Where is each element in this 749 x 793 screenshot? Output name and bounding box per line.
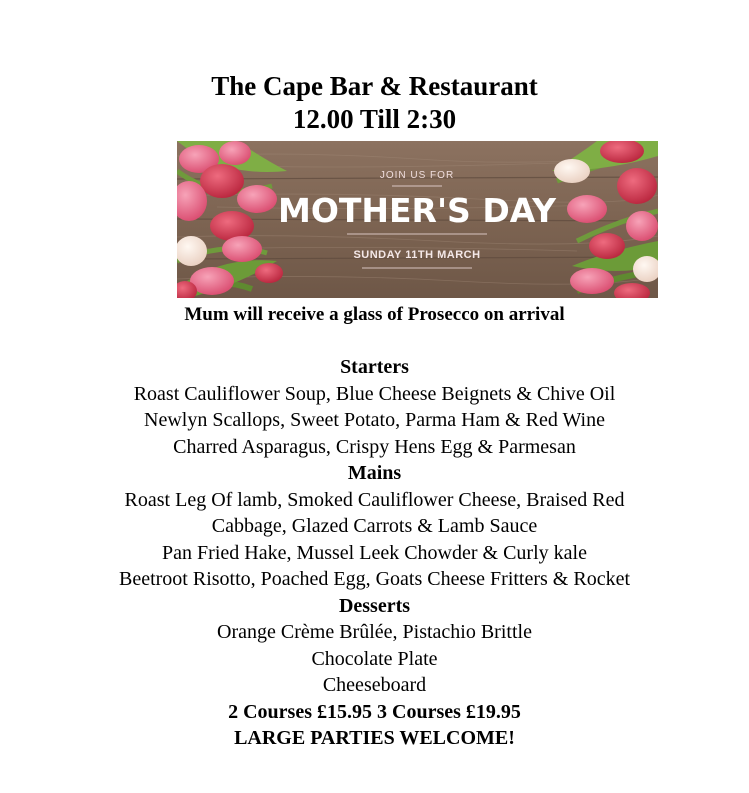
mothers-day-banner	[177, 141, 658, 298]
prosecco-note: Mum will receive a glass of Prosecco on arrival	[184, 304, 565, 325]
starter-item: Charred Asparagus, Crispy Hens Egg & Parmesan	[173, 435, 576, 458]
banner-kicker: JOIN US FOR	[379, 170, 455, 181]
mains-heading: Mains	[347, 462, 402, 484]
starter-item: Roast Cauliflower Soup, Blue Cheese Beignets & Chive Oil	[133, 382, 616, 405]
dessert-item: Cheeseboard	[322, 674, 427, 696]
banner-date: SUNDAY 11TH MARCH	[353, 249, 481, 261]
dessert-item: Chocolate Plate	[311, 647, 438, 670]
dessert-item: Orange Crème Brûlée, Pistachio Brittle	[217, 621, 532, 643]
starters-heading: Starters	[340, 356, 409, 378]
desserts-heading: Desserts	[338, 594, 411, 617]
set-menu	[0, 354, 749, 752]
opening-hours: 12.00 Till 2:30	[292, 104, 457, 134]
main-item: Beetroot Risotto, Poached Egg, Goats Cheese Fritters & Rocket	[118, 568, 631, 590]
course-pricing: 2 Courses £15.95 3 Courses £19.95	[228, 700, 521, 723]
main-item: Roast Leg Of lamb, Smoked Cauliflower Cheese, Braised Red Cabbage, Glazed Carrots & Lamb Sauce	[124, 488, 625, 537]
page-title	[0, 70, 749, 136]
restaurant-name: The Cape Bar & Restaurant	[211, 71, 538, 101]
starter-item: Newlyn Scallops, Sweet Potato, Parma Ham & Red Wine	[144, 409, 605, 431]
main-item: Pan Fried Hake, Mussel Leek Chowder & Curly kale	[162, 541, 587, 564]
banner-headline: MOTHER'S DAY	[277, 191, 557, 230]
banner-graphic	[177, 141, 658, 298]
large-parties-note: LARGE PARTIES WELCOME!	[234, 727, 515, 749]
